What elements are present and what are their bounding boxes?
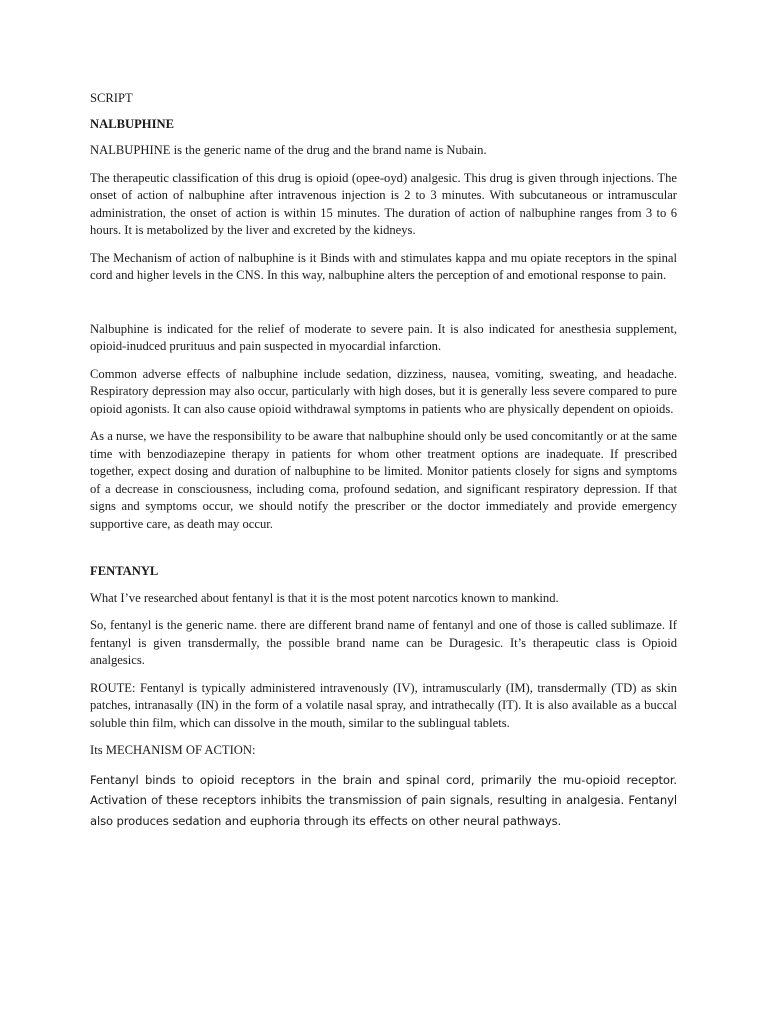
section-heading-fentanyl: FENTANYL [90,564,159,578]
section-heading-nalbuphine: NALBUPHINE [90,116,174,131]
document-page [90,90,677,842]
nalbuphine-classification-paragraph: The therapeutic classification of this drug is opioid (opee-oyd) analgesic. This drug is given through injections. The onset of action of nalbuphine after intravenous injection is 2 to 3 minutes. With subcutaneous or intramuscular administration, the onset of action is within 15 minutes. The duration of action of nalbuphine ranges from 3 to 6 hours. It is metabolized by the liver and excreted by the kidneys. [90,170,677,237]
blank-line [90,543,677,563]
nalbuphine-indication-paragraph: Nalbuphine is indicated for the relief of moderate to severe pain. It is also indicated for anesthesia supplement, opioid-inudced prurituus and pain suspected in myocardial infarction. [90,321,677,353]
fentanyl-route-paragraph: ROUTE: Fentanyl is typically administered intravenously (IV), intramuscularly (IM), transdermally (TD) as skin patches, intranasally (IN) in the form of a volatile nasal spray, and intrathecally (IT). It is also available as a buccal soluble thin film, which can dissolve in the mouth, similar to the sublingual tablets. [90,680,677,730]
nalbuphine-nursing-paragraph: As a nurse, we have the responsibility to be aware that nalbuphine should only be used concomitantly or at the same time with benzodiazepine therapy in patients for whom other treatment options are inadequate. If prescribed together, expect dosing and duration of nalbuphine to be limited. Monitor patients closely for signs and symptoms of a decrease in consciousness, including coma, profound sedation, and significant respiratory depression. If that signs and symptoms occur, we should notify the prescriber or the doctor immediately and provide emergency supportive care, as death may occur. [90,429,677,531]
fentanyl-mechanism-paragraph: Fentanyl binds to opioid receptors in the brain and spinal cord, primarily the mu-opioid receptor. Activation of these receptors inhibits the transmission of pain signals, resulting in analgesia. Fentanyl also produces sedation and euphoria through its effects on other neural pathways. [90,772,677,829]
nalbuphine-mechanism-paragraph: The Mechanism of action of nalbuphine is it Binds with and stimulates kappa and mu opiate receptors in the spinal cord and higher levels in the CNS. In this way, nalbuphine alters the perception of and emotional response to pain. [90,250,677,282]
script-label: SCRIPT [90,91,133,105]
nalbuphine-brand-paragraph: NALBUPHINE is the generic name of the drug and the brand name is Nubain. [90,143,487,157]
fentanyl-brand-paragraph: So, fentanyl is the generic name. there are different brand name of fentanyl and one of those is called sublimaze. If fentanyl is given transdermally, the possible brand name can be Duragesic. It’s therapeutic class is Opioid analgesics. [90,618,677,667]
blank-line [90,295,677,321]
fentanyl-intro-paragraph: What I’ve researched about fentanyl is that it is the most potent narcotics known to mankind. [90,590,559,605]
fentanyl-mechanism-label: Its MECHANISM OF ACTION: [90,743,256,757]
nalbuphine-adverse-effects-paragraph: Common adverse effects of nalbuphine include sedation, dizziness, nausea, vomiting, sweating, and headache. Respiratory depression may also occur, particularly with high doses, but it is generally less severe compared to pure opioid agonists. It can also cause opioid withdrawal symptoms in patients who are physically dependent on opioids. [90,366,677,416]
